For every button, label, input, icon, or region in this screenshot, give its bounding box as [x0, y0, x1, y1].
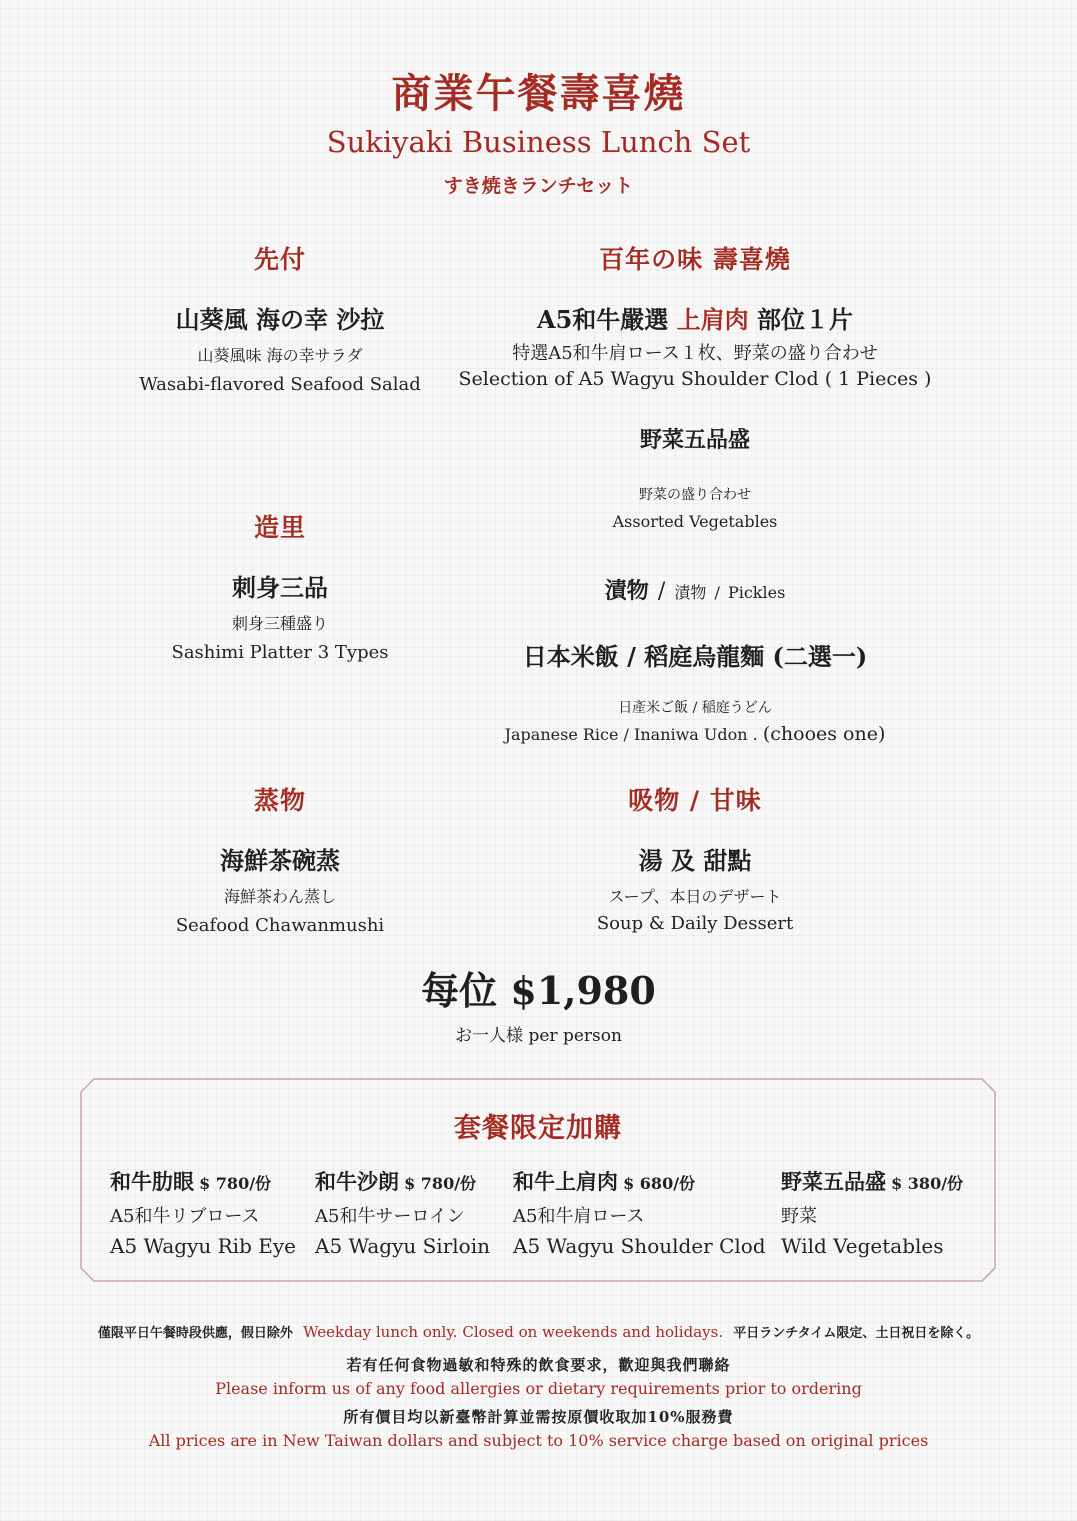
notes-line-1 — [0, 1322, 1077, 1341]
dish-name-cn — [440, 300, 950, 335]
addon-item — [513, 1166, 766, 1258]
price-main: 每位 $1,980 — [421, 968, 656, 1013]
section-suimono — [440, 781, 950, 934]
dish-name-jp: 刺身三種盛り — [231, 614, 328, 633]
addon-name: 和牛沙朗 — [315, 1169, 399, 1194]
addon-title: 套餐限定加購 — [454, 1113, 622, 1144]
addon-jp: A5和牛サーロイン — [315, 1206, 465, 1227]
addon-item — [781, 1166, 963, 1258]
section-sakizuke — [100, 240, 460, 395]
dish-name-cn: 日本米飯 / 稻庭烏龍麵 (二選一) — [522, 642, 868, 671]
dish-name-jp: 日產米ご飯 / 稲庭うどん — [618, 700, 772, 716]
addon-price: $ 780/份 — [404, 1174, 477, 1193]
addon-price: $ 380/份 — [891, 1174, 964, 1193]
addon-item — [110, 1166, 296, 1258]
dish-name-cn: 漬物 — [604, 578, 649, 604]
addon-jp: A5和牛肩ロース — [513, 1206, 645, 1227]
dish-name-cn: 野菜五品盛 — [639, 427, 750, 453]
dish-name-cn: 海鮮茶碗蒸 — [220, 846, 340, 875]
dish-name-en: Sashimi Platter 3 Types — [171, 642, 389, 663]
section-heading: 先付 — [253, 245, 306, 274]
note-en: Weekday lunch only. Closed on weekends and holidays. — [303, 1323, 724, 1341]
dish-name-en: Pickles — [727, 583, 786, 602]
title-japanese: すき焼きランチセット — [443, 175, 634, 197]
dish-name-jp: 山葵風味 海の幸サラダ — [197, 346, 363, 365]
notes-line-2-en: Please inform us of any food allergies or dietary requirements prior to ordering — [215, 1379, 862, 1398]
dish-name-part: A5和牛嚴選 — [536, 305, 677, 334]
dish-name-jp: 海鮮茶わん蒸し — [223, 887, 336, 906]
notes-line-3-cn: 所有價目均以新臺幣計算並需按原價收取加10%服務費 — [343, 1408, 734, 1426]
dish-name-en: Assorted Vegetables — [612, 512, 778, 531]
section-tsukuri — [100, 508, 460, 663]
dish-name-part: 部位１片 — [748, 305, 854, 334]
separator: / — [714, 583, 720, 602]
dish-name-highlight: 上肩肉 — [676, 305, 749, 334]
section-vegetables — [440, 423, 950, 531]
addon-en: A5 Wagyu Shoulder Clod — [513, 1234, 766, 1258]
dish-name-cn: 山葵風 海の幸 沙拉 — [175, 305, 385, 334]
section-heading: 吸物 / 甘味 — [628, 786, 762, 815]
dish-name-en: Wasabi-flavored Seafood Salad — [139, 374, 421, 395]
notes-line-3-en: All prices are in New Taiwan dollars and subject to 10% service charge based on original prices — [148, 1431, 929, 1450]
dish-name-en: Selection of A5 Wagyu Shoulder Clod ( 1 Pieces ) — [458, 368, 932, 390]
section-heading: 造里 — [253, 513, 306, 542]
separator: / — [657, 579, 666, 604]
dish-name-jp: 野菜の盛り合わせ — [639, 487, 751, 503]
dish-name-cn: 湯 及 甜點 — [638, 846, 752, 875]
dish-name-en: Soup & Daily Dessert — [596, 913, 794, 934]
dish-name-jp: 漬物 — [674, 583, 707, 602]
dish-name-jp: 特選A5和牛肩ロース１枚、野菜の盛り合わせ — [512, 343, 878, 364]
dish-choice-note: (chooes one) — [762, 723, 886, 745]
addon-en: Wild Vegetables — [781, 1234, 944, 1258]
section-heading: 蒸物 — [253, 786, 306, 815]
menu-header — [0, 62, 1077, 198]
addon-price: $ 680/份 — [623, 1174, 696, 1193]
dish-name-en: Seafood Chawanmushi — [175, 915, 385, 936]
addon-name: 和牛上肩肉 — [513, 1169, 618, 1194]
addon-item — [315, 1166, 490, 1258]
notes-line-2-cn: 若有任何食物過敏和特殊的飲食要求，歡迎與我們聯絡 — [346, 1356, 731, 1374]
addon-jp: A5和牛リブロース — [110, 1206, 260, 1227]
addon-en: A5 Wagyu Sirloin — [315, 1234, 490, 1258]
addon-price: $ 780/份 — [199, 1174, 272, 1193]
note-cn: 僅限平日午餐時段供應，假日除外 — [97, 1326, 293, 1341]
dish-name-en: Japanese Rice / Inaniwa Udon . — [504, 725, 758, 744]
title-english: Sukiyaki Business Lunch Set — [326, 125, 751, 159]
dish-name-cn: 刺身三品 — [232, 573, 328, 602]
addon-en: A5 Wagyu Rib Eye — [110, 1234, 296, 1258]
section-mushimono — [100, 781, 460, 936]
price-sub: お一人様 per person — [455, 1026, 622, 1046]
title-chinese: 商業午餐壽喜燒 — [391, 70, 686, 117]
section-rice — [440, 637, 950, 745]
price-block — [0, 960, 1077, 1046]
section-sukiyaki — [440, 240, 950, 390]
section-pickles — [440, 574, 950, 605]
addon-jp: 野菜 — [781, 1206, 817, 1227]
addon-name: 和牛肋眼 — [110, 1169, 194, 1194]
dish-name-jp: スープ、本日のデザート — [608, 887, 782, 906]
addon-name: 野菜五品盛 — [781, 1169, 886, 1194]
note-jp: 平日ランチタイム限定、土日祝日を除く。 — [733, 1326, 980, 1341]
section-heading: 百年の味 壽喜燒 — [599, 245, 791, 274]
